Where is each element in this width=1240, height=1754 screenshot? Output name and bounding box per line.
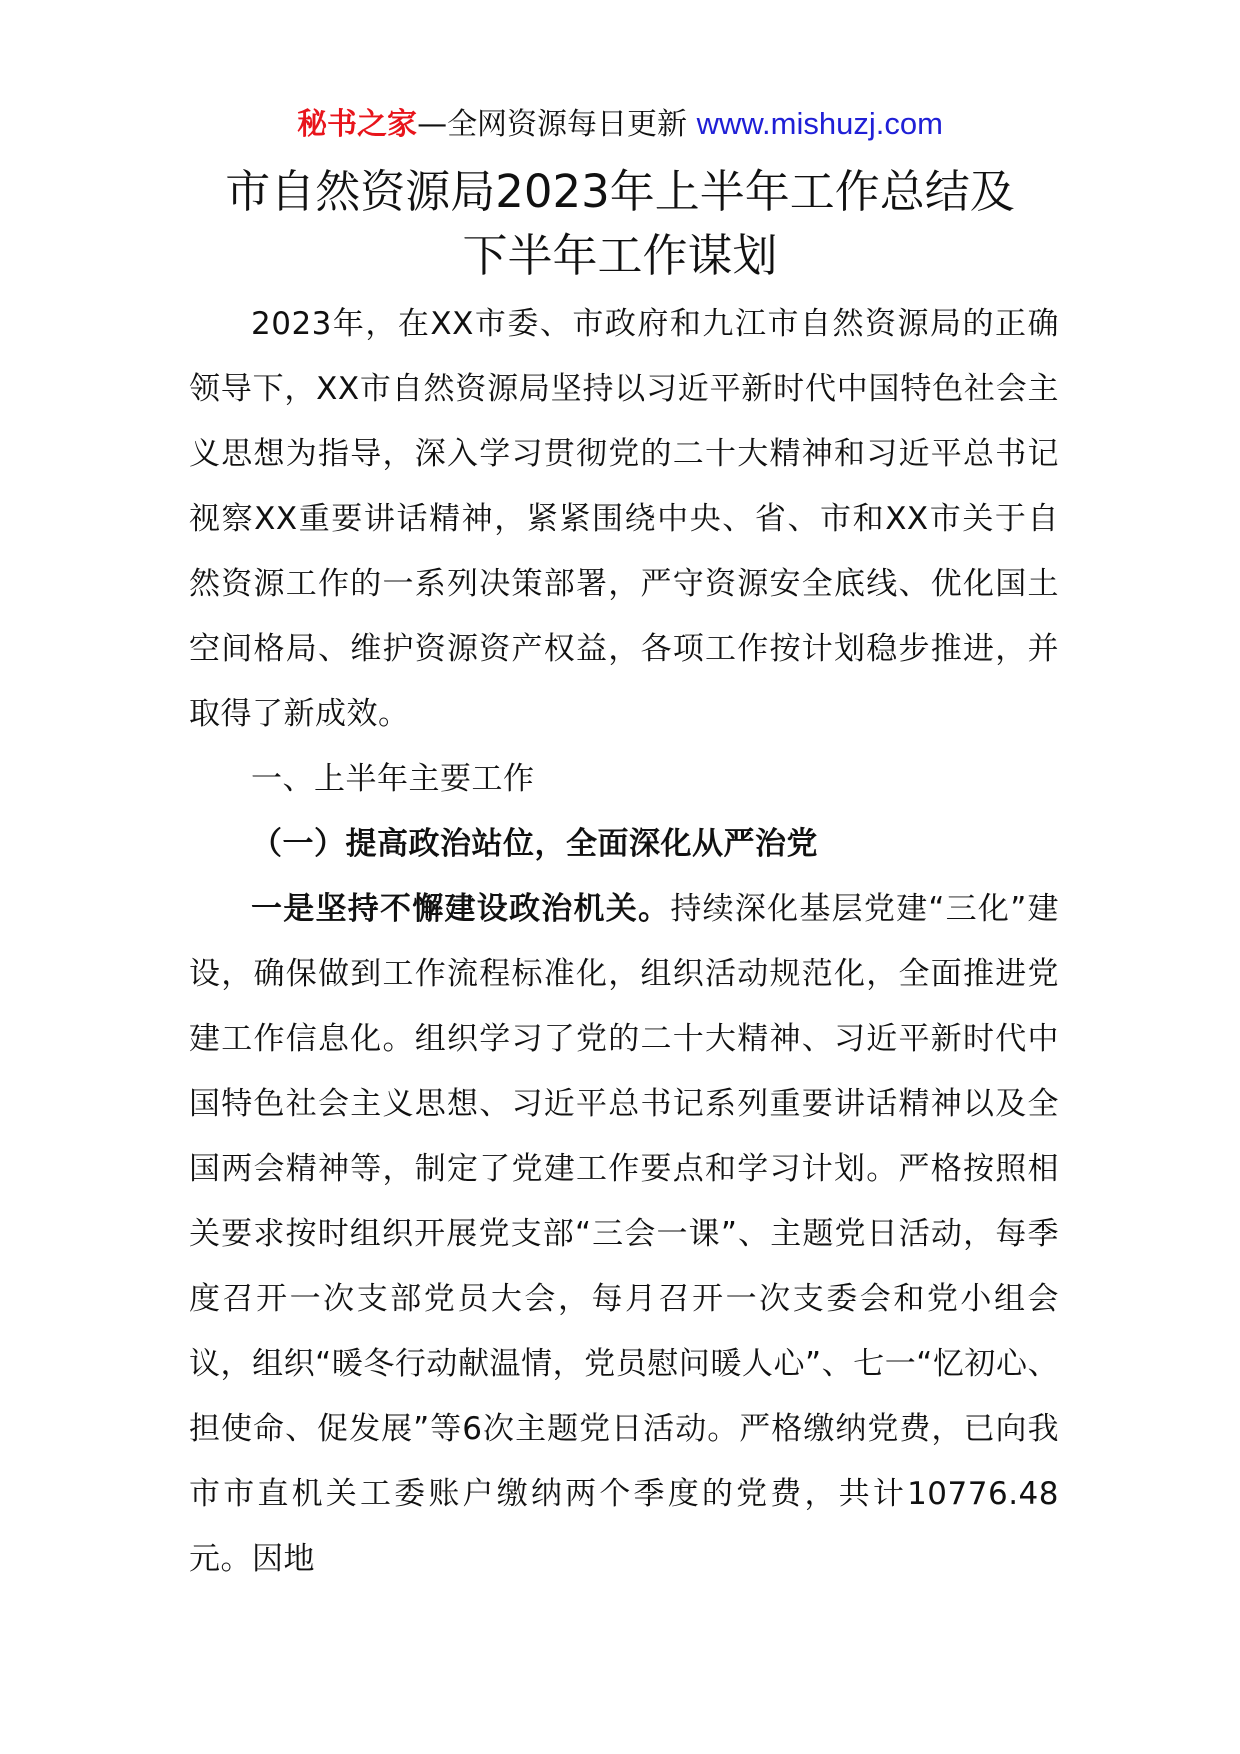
item-text: 持续深化基层党建“三化”建设，确保做到工作流程标准化，组织活动规范化，全面推进党建工作信息化。组织学习了党的二十大精神、习近平新时代中国特色社会主义思想、习近平总书记系列重要讲话精神以及全国两会精神等，制定了党建工作要点和学习计划。严格按照相关要求按时组织开展党支部“三会一课”、主题党日活动，每季度召开一次支部党员大会，每月召开一次支委会和党小组会议，组织“暖冬行动献温情，党员慰问暖人心”、七一“忆初心、担使命、促发展”等6次主题党日活动。严格缴纳党费，已向我市市直机关工委账户缴纳两个季度的党费，共计10776.48元。因地 (189, 891, 1060, 1577)
item-paragraph (189, 877, 1059, 1592)
title-line-1: 市自然资源局2023年上半年工作总结及 (225, 165, 1015, 218)
section-heading: 一、上半年主要工作 (251, 761, 535, 797)
intro-paragraph: 2023年，在XX市委、市政府和九江市自然资源局的正确领导下，XX市自然资源局坚持以习近平新时代中国特色社会主义思想为指导，深入学习贯彻党的二十大精神和习近平总书记视察XX重要讲话精神，紧紧围绕中央、省、市和XX市关于自然资源工作的一系列决策部署，严守资源安全底线、优化国土空间格局、维护资源资产权益，各项工作按计划稳步推进，并取得了新成效。 (189, 306, 1059, 732)
site-header (0, 100, 1240, 149)
subsection-heading: （一）提高政治站位，全面深化从严治党 (251, 826, 818, 862)
title-line-2: 下半年工作谋划 (462, 229, 778, 282)
document-title (160, 160, 1080, 288)
brand-name: 秘书之家 (297, 107, 418, 142)
document-body (189, 292, 1059, 1592)
header-tagline: —全网资源每日更新 (417, 107, 697, 142)
item-lead: 一是坚持不懈建设政治机关。 (251, 891, 671, 927)
site-url-link[interactable]: www.mishuzj.com (696, 106, 943, 141)
